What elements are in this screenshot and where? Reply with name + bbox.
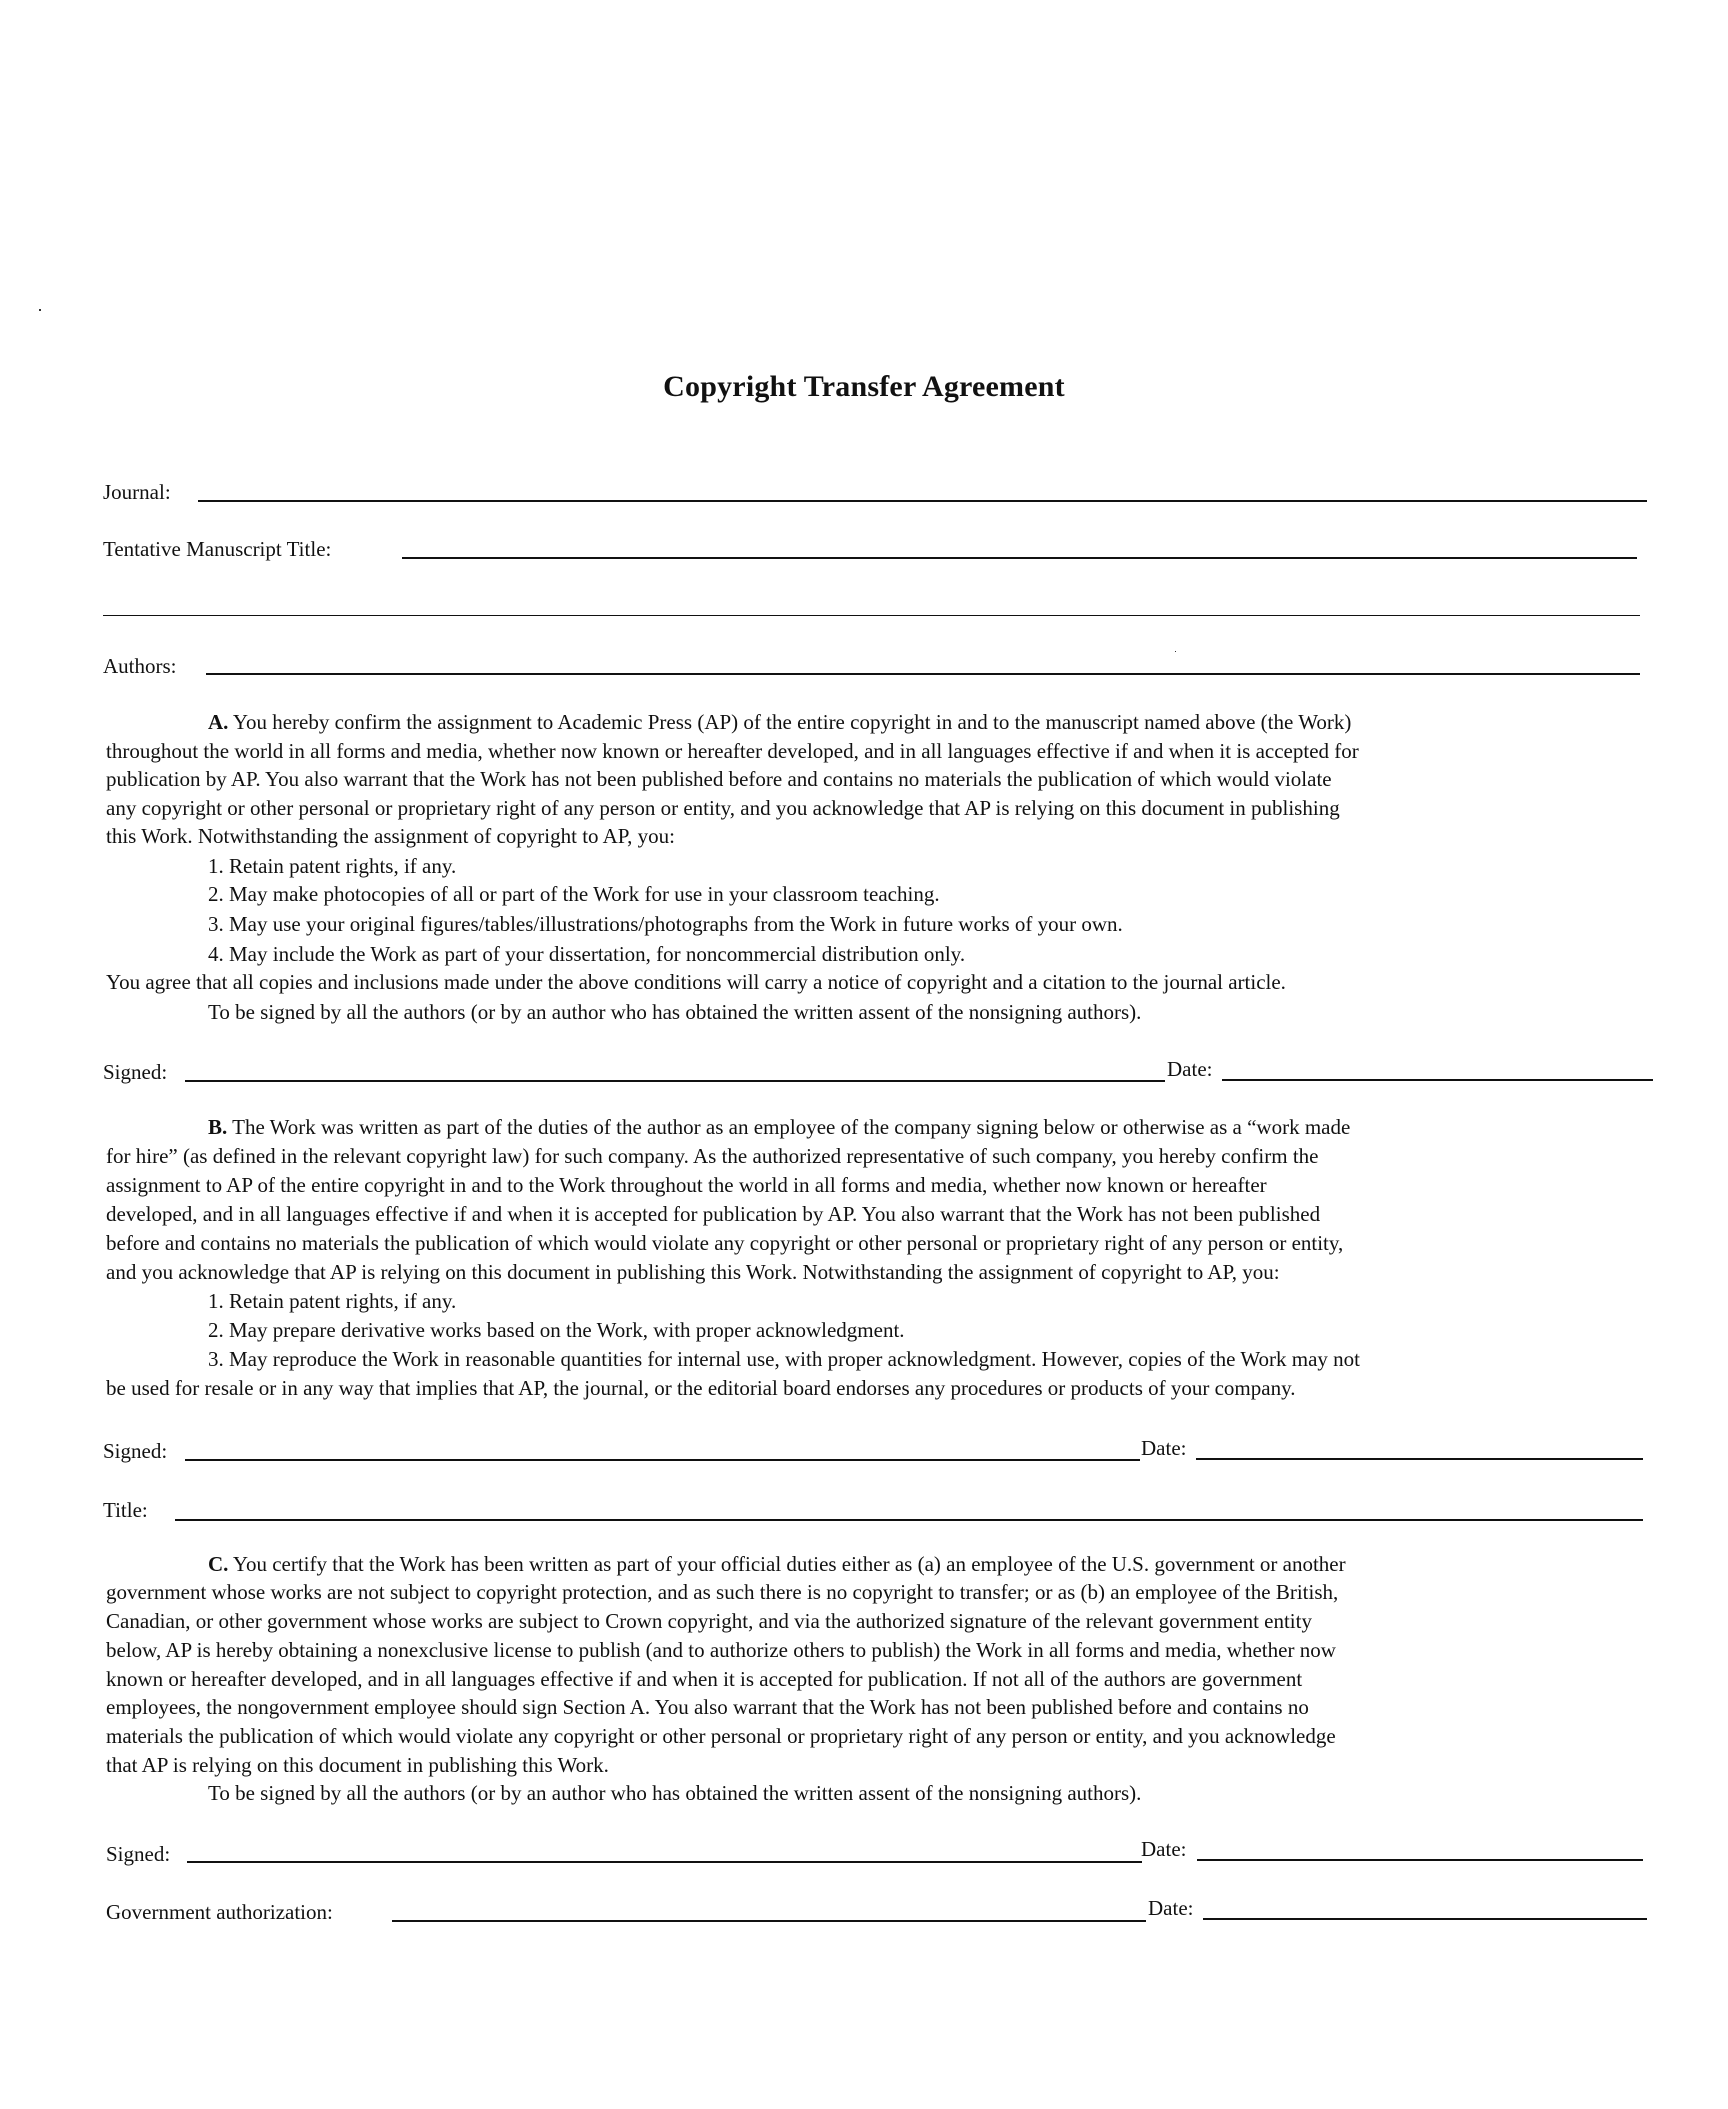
government-date-field[interactable]: [1203, 1918, 1647, 1920]
section-c-sign-note: To be signed by all the authors (or by an author who has obtained the written assent of the nonsigning authors).: [208, 1781, 1142, 1805]
section-a-signed-label: Signed:: [103, 1060, 168, 1084]
section-c-date-label: Date:: [1141, 1837, 1187, 1861]
section-b-letter: B.: [208, 1115, 228, 1139]
section-b-paragraph-line: developed, and in all languages effective if and when it is accepted for publication by AP. You also warrant that the Work has not been published: [106, 1202, 1321, 1226]
section-b-list-item: 1. Retain patent rights, if any.: [208, 1289, 457, 1313]
manuscript-title-label: Tentative Manuscript Title:: [103, 537, 332, 561]
section-b-paragraph-line: assignment to AP of the entire copyright in and to the Work throughout the world in all forms and media, whether now known or hereafter: [106, 1173, 1267, 1197]
section-b-date-field[interactable]: [1196, 1458, 1643, 1460]
government-authorization-field[interactable]: [392, 1920, 1146, 1922]
section-b-signature-field[interactable]: [185, 1459, 1140, 1461]
authors-field[interactable]: [206, 673, 1640, 675]
manuscript-title-field[interactable]: [402, 557, 1637, 559]
section-a-list-item: 1. Retain patent rights, if any.: [208, 854, 457, 878]
section-b-paragraph-line: and you acknowledge that AP is relying on this document in publishing this Work. Notwithstanding the assignment of copyright to AP, you:: [106, 1260, 1280, 1284]
section-b-signed-label: Signed:: [103, 1439, 168, 1463]
section-a-list-item: 4. May include the Work as part of your dissertation, for noncommercial distribution only.: [208, 942, 966, 966]
section-b-list-item: 2. May prepare derivative works based on the Work, with proper acknowledgment.: [208, 1318, 905, 1342]
authors-label: Authors:: [103, 654, 177, 678]
section-b-list-item: 3. May reproduce the Work in reasonable quantities for internal use, with proper acknowledgment. However, copies of the Work may not: [208, 1347, 1360, 1371]
scan-speck: [1175, 651, 1176, 652]
section-b-paragraph-line: for hire” (as defined in the relevant copyright law) for such company. As the authorized representative of such company, you hereby confirm the: [106, 1144, 1319, 1168]
section-a-signature-field[interactable]: [185, 1080, 1165, 1082]
section-a-letter: A.: [208, 710, 229, 734]
section-b-date-label: Date:: [1141, 1436, 1187, 1460]
section-c-paragraph-line: employees, the nongovernment employee should sign Section A. You also warrant that the Work has not been published before and contains no: [106, 1695, 1309, 1719]
section-a-paragraph-line: this Work. Notwithstanding the assignment of copyright to AP, you:: [106, 824, 675, 848]
section-a-paragraph-line: throughout the world in all forms and media, whether now known or hereafter developed, and in all languages effective if and when it is accepted for: [106, 739, 1359, 763]
section-a-list-item: 3. May use your original figures/tables/illustrations/photographs from the Work in future works of your own.: [208, 912, 1123, 936]
journal-field[interactable]: [198, 500, 1647, 502]
section-b-title-label: Title:: [103, 1498, 148, 1522]
section-a-paragraph-line: any copyright or other personal or proprietary right of any person or entity, and you acknowledge that AP is relying on this document in publishing: [106, 796, 1340, 820]
section-c-paragraph-line: C. You certify that the Work has been written as part of your official duties either as (a) an employee of the U.S. government or another: [208, 1552, 1346, 1576]
section-a-paragraph-line: A. You hereby confirm the assignment to Academic Press (AP) of the entire copyright in and to the manuscript named above (the Work): [208, 710, 1352, 734]
section-b-paragraph-line: B. The Work was written as part of the duties of the author as an employee of the company signing below or otherwise as a “work made: [208, 1115, 1351, 1139]
section-c-signed-label: Signed:: [106, 1842, 171, 1866]
section-c-paragraph-line: that AP is relying on this document in publishing this Work.: [106, 1753, 609, 1777]
section-c-paragraph-line: materials the publication of which would violate any copyright or other personal or proprietary right of any person or entity, and you acknowledge: [106, 1724, 1336, 1748]
section-b-paragraph-line: before and contains no materials the publication of which would violate any copyright or other personal or proprietary right of any person or entity,: [106, 1231, 1344, 1255]
section-b-list-item-continuation: be used for resale or in any way that implies that AP, the journal, or the editorial board endorses any procedures or products of your company.: [106, 1376, 1296, 1400]
scan-speck: [39, 309, 41, 311]
section-a-date-label: Date:: [1167, 1057, 1213, 1081]
document-title: Copyright Transfer Agreement: [663, 370, 1065, 403]
section-c-letter: C.: [208, 1552, 229, 1576]
manuscript-title-field-line2[interactable]: [103, 615, 1640, 616]
section-c-paragraph-line: government whose works are not subject to copyright protection, and as such there is no copyright to transfer; or as (b) an employee of the British,: [106, 1580, 1339, 1604]
section-c-signature-field[interactable]: [187, 1861, 1142, 1863]
section-a-date-field[interactable]: [1222, 1079, 1653, 1081]
section-a-sign-note: To be signed by all the authors (or by an author who has obtained the written assent of the nonsigning authors).: [208, 1000, 1142, 1024]
section-c-paragraph-line: known or hereafter developed, and in all languages effective if and when it is accepted for publication. If not all of the authors are government: [106, 1667, 1303, 1691]
section-a-list-item: 2. May make photocopies of all or part of the Work for use in your classroom teaching.: [208, 882, 940, 906]
section-b-title-field[interactable]: [175, 1519, 1643, 1521]
section-c-paragraph-line: Canadian, or other government whose works are subject to Crown copyright, and via the authorized signature of the relevant government entity: [106, 1609, 1312, 1633]
section-c-date-field[interactable]: [1197, 1859, 1643, 1861]
section-a-paragraph-line: publication by AP. You also warrant that the Work has not been published before and contains no materials the publication of which would violate: [106, 767, 1332, 791]
government-date-label: Date:: [1148, 1896, 1194, 1920]
government-authorization-label: Government authorization:: [106, 1900, 333, 1924]
journal-label: Journal:: [103, 480, 171, 504]
section-c-paragraph-line: below, AP is hereby obtaining a nonexclusive license to publish (and to authorize others to publish) the Work in all forms and media, whether now: [106, 1638, 1336, 1662]
section-a-closing: You agree that all copies and inclusions made under the above conditions will carry a notice of copyright and a citation to the journal article.: [106, 970, 1286, 994]
